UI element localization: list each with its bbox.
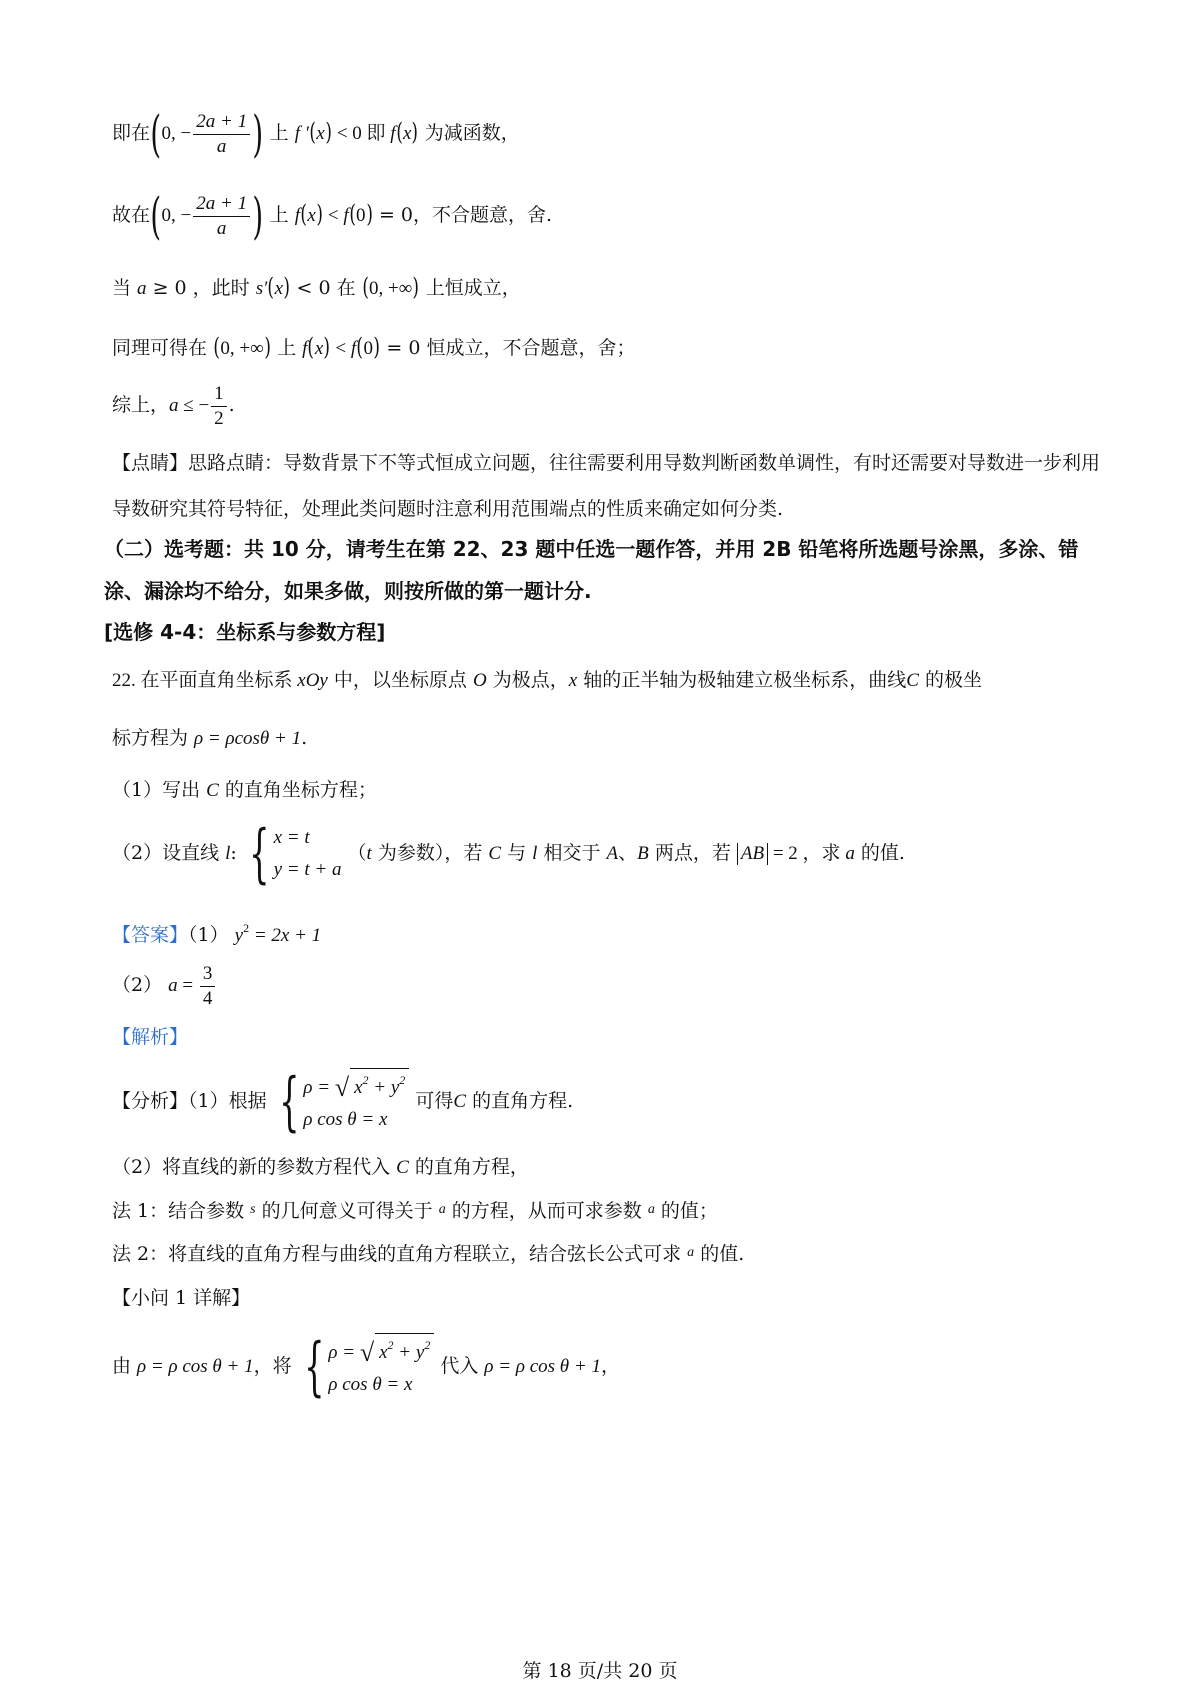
analysis-line-2	[112, 1152, 1110, 1183]
text: 上	[269, 122, 295, 144]
analysis-line-1	[112, 1066, 1110, 1137]
numerator: 2a + 1	[193, 110, 250, 135]
math: f	[343, 205, 349, 226]
question-22-part-1	[112, 775, 1110, 806]
math: 0	[363, 338, 373, 359]
math: x	[274, 278, 284, 299]
math: a	[687, 1245, 695, 1260]
text: 故在	[112, 204, 151, 226]
equation: ρ =	[303, 1077, 335, 1098]
text: 两点，若	[648, 842, 737, 864]
subquestion-1-heading: 【小问 1 详解】	[112, 1287, 251, 1309]
text: 与	[501, 842, 533, 864]
equation: y = t + a	[273, 859, 342, 880]
left-paren: (	[150, 105, 162, 163]
text: 的值.	[694, 1243, 745, 1265]
math: l	[225, 843, 231, 864]
solution-line-4: 同理可得在 (0, +∞) 上 f(x) < f(0) = 0 恒成立，不合题意，舍；	[112, 333, 636, 361]
text: 为减函数，	[418, 122, 520, 144]
text: 相交于	[537, 842, 607, 864]
text: :	[230, 842, 237, 864]
text: 的直角坐标方程；	[218, 779, 377, 801]
math: f	[294, 205, 300, 226]
text: 【分析】（1）根据	[112, 1090, 267, 1112]
text: （1）	[188, 924, 235, 946]
math: s′	[255, 278, 268, 299]
math: 0, +∞	[369, 278, 413, 299]
text: ，将	[253, 1355, 292, 1377]
text: 上	[269, 204, 295, 226]
elective-heading: [选修 4-4：坐标系与参数方程]	[104, 620, 386, 644]
math: a	[169, 395, 179, 416]
text: 上恒成立，	[419, 277, 521, 299]
equation-system: { ρ = √ $x^2 + y^2$ ρ cos θ = x	[273, 1068, 410, 1136]
numerator: 2a + 1	[193, 192, 250, 217]
text: （2）	[112, 974, 169, 996]
math: f	[350, 338, 357, 359]
math: C	[488, 843, 502, 864]
math: f ′	[294, 123, 309, 144]
text: 综上，	[112, 394, 170, 416]
text: （2）将直线的新的参数方程代入	[112, 1156, 397, 1178]
text: 上	[271, 337, 303, 359]
text: 由	[112, 1355, 138, 1377]
text: .	[228, 394, 235, 416]
text: 的几何意义可得关于	[255, 1200, 439, 1222]
fraction	[211, 382, 227, 431]
text: 法 2：将直线的直角方程与曲线的直角方程联立，结合弦长公式可求	[112, 1243, 688, 1265]
math: x	[307, 205, 316, 226]
text: （2）设直线	[112, 842, 226, 864]
answer-line-2	[112, 960, 1110, 1011]
numerator: 3	[200, 962, 216, 987]
method-1-line	[112, 1195, 1110, 1226]
fraction	[193, 192, 250, 241]
math: 2	[362, 1073, 369, 1087]
denominator: 2	[214, 407, 224, 429]
numerator: 1	[211, 382, 227, 407]
math: x	[354, 1077, 363, 1098]
question-22-line-2	[112, 723, 1110, 754]
method-2-line	[112, 1238, 1110, 1269]
text: 即在	[112, 122, 151, 144]
math: 2	[243, 921, 250, 935]
math: 0, −	[161, 123, 192, 144]
math: B	[637, 843, 649, 864]
equation: ρ cos θ = x	[303, 1109, 388, 1130]
text: 为极点，	[486, 669, 569, 691]
math: + y	[368, 1077, 400, 1098]
math: 2	[399, 1073, 406, 1087]
denominator: a	[216, 217, 227, 239]
equation: x = t	[273, 827, 310, 848]
denominator: a	[216, 135, 227, 157]
math: 0, +∞	[220, 338, 264, 359]
answer-label: 【答案】	[112, 924, 189, 946]
text: = 0，不合题意，舍.	[372, 204, 553, 226]
fraction	[200, 962, 216, 1011]
math: a	[438, 1202, 446, 1217]
math: x	[314, 338, 324, 359]
text: .	[301, 727, 308, 749]
math: C	[206, 780, 219, 801]
math: AB	[737, 843, 768, 865]
math: xOy	[297, 670, 328, 691]
math: ρ = ρcosθ + 1	[194, 728, 302, 749]
math: x	[402, 123, 412, 144]
solution-line-3: 当 a ≥ 0 ，此时 s′(x) < 0 在 (0, +∞) 上恒成立，	[112, 273, 521, 301]
math: O	[472, 670, 487, 691]
math: <	[330, 338, 351, 359]
text: 的方程，从而可求参数	[445, 1200, 648, 1222]
text: （1）写出	[112, 779, 207, 801]
text: 的值；	[654, 1200, 718, 1222]
denominator: 4	[202, 987, 213, 1009]
math: <	[323, 205, 344, 226]
text: 当	[112, 277, 138, 299]
math: t	[366, 843, 372, 864]
dianjing-note: 【点睛】思路点睛：导数背景下不等式恒成立问题，往往需要利用导数判断函数单调性，有时还需要对导数进一步利用导数研究其符号特征，处理此类问题时注意利用范围端点的性质来确定如何分类.	[112, 452, 1101, 520]
solution-line-5	[112, 380, 1110, 431]
math: = 2x + 1	[249, 925, 322, 946]
math: l	[532, 843, 538, 864]
math: =	[177, 975, 198, 996]
math: < 0 即	[332, 123, 391, 144]
math: ≤ −	[178, 395, 210, 416]
equation: ρ cos θ = x	[328, 1374, 413, 1395]
math: C	[453, 1091, 467, 1112]
math: x	[316, 123, 325, 144]
math: a	[137, 278, 147, 299]
text: 的直角方程.	[466, 1090, 574, 1112]
text: 为参数），若	[371, 842, 489, 864]
text: 标方程为	[112, 727, 195, 749]
left-paren: (	[150, 187, 162, 245]
math: 2	[424, 1338, 431, 1352]
text: 的直角方程，	[408, 1156, 529, 1178]
equation-system: { ρ = √ $x^2 + y^2$ ρ cos θ = x	[298, 1333, 435, 1401]
math: C	[396, 1157, 409, 1178]
text: 同理可得在	[112, 337, 214, 359]
page-footer: 第 18 页/共 20 页	[522, 1660, 678, 1682]
equation-system: { x = t y = t + a	[249, 817, 342, 891]
math: s	[250, 1202, 256, 1217]
solution-line-2: 故在(0, − $\frac{2a + 1}{a}$ ) 上 f(x) < f(0) = 0，不合题意，舍.	[112, 187, 553, 245]
section-heading: （二）选考题：共 10 分，请考生在第 22、23 题中任选一题作答，并用 2B 铅笔将所选题号涂黑，多涂、错涂、漏涂均不给分，如果多做，则按所做的第一题计分.	[104, 537, 1079, 603]
text: 可得	[415, 1090, 454, 1112]
equation: ρ =	[328, 1342, 360, 1363]
question-22-part-2	[112, 818, 1110, 889]
text: ≥ 0 ，此时	[146, 277, 256, 299]
text: = 0 恒成立，不合题意，舍；	[380, 337, 636, 359]
text: 中，以坐标原点	[327, 669, 473, 691]
fraction	[193, 110, 250, 159]
question-22-line-1	[112, 665, 1110, 696]
right-paren: )	[252, 105, 264, 163]
text: 代入	[440, 1355, 485, 1377]
math: 0	[356, 205, 366, 226]
text: < 0 在	[290, 277, 362, 299]
text: 的值.	[854, 842, 905, 864]
text: 的极坐	[918, 669, 982, 691]
math: a	[845, 843, 855, 864]
right-paren: )	[252, 187, 264, 245]
math: + y	[393, 1342, 425, 1363]
text: 、	[618, 842, 638, 864]
math: a	[168, 975, 178, 996]
text: （	[347, 842, 367, 864]
math: ρ = ρ cos θ + 1	[484, 1356, 601, 1377]
math: y	[234, 925, 244, 946]
math: 0, −	[161, 205, 192, 226]
math: f	[390, 123, 396, 144]
text: 法 1：结合参数	[112, 1200, 251, 1222]
solution-line-1: 即在(0, − $\frac{2a + 1}{a}$ ) 上 f ′(x) < 0 即 f(x) 为减函数，	[112, 105, 520, 163]
math: a	[647, 1202, 655, 1217]
math: A	[606, 843, 619, 864]
math: f	[302, 338, 308, 359]
analysis-label: 【解析】	[112, 1026, 189, 1048]
text: ，	[600, 1355, 620, 1377]
math: ρ = ρ cos θ + 1	[137, 1356, 254, 1377]
text: 轴的正半轴为极轴建立极坐标系，曲线	[577, 669, 907, 691]
math: x	[568, 670, 578, 691]
text: 22. 在平面直角坐标系	[112, 670, 298, 691]
solution-last-line	[112, 1328, 1110, 1405]
text: = 2 ，求	[768, 843, 846, 864]
math: x	[379, 1342, 388, 1363]
math: 2	[387, 1338, 394, 1352]
answer-line-1	[112, 913, 1110, 951]
math: C	[906, 670, 919, 691]
